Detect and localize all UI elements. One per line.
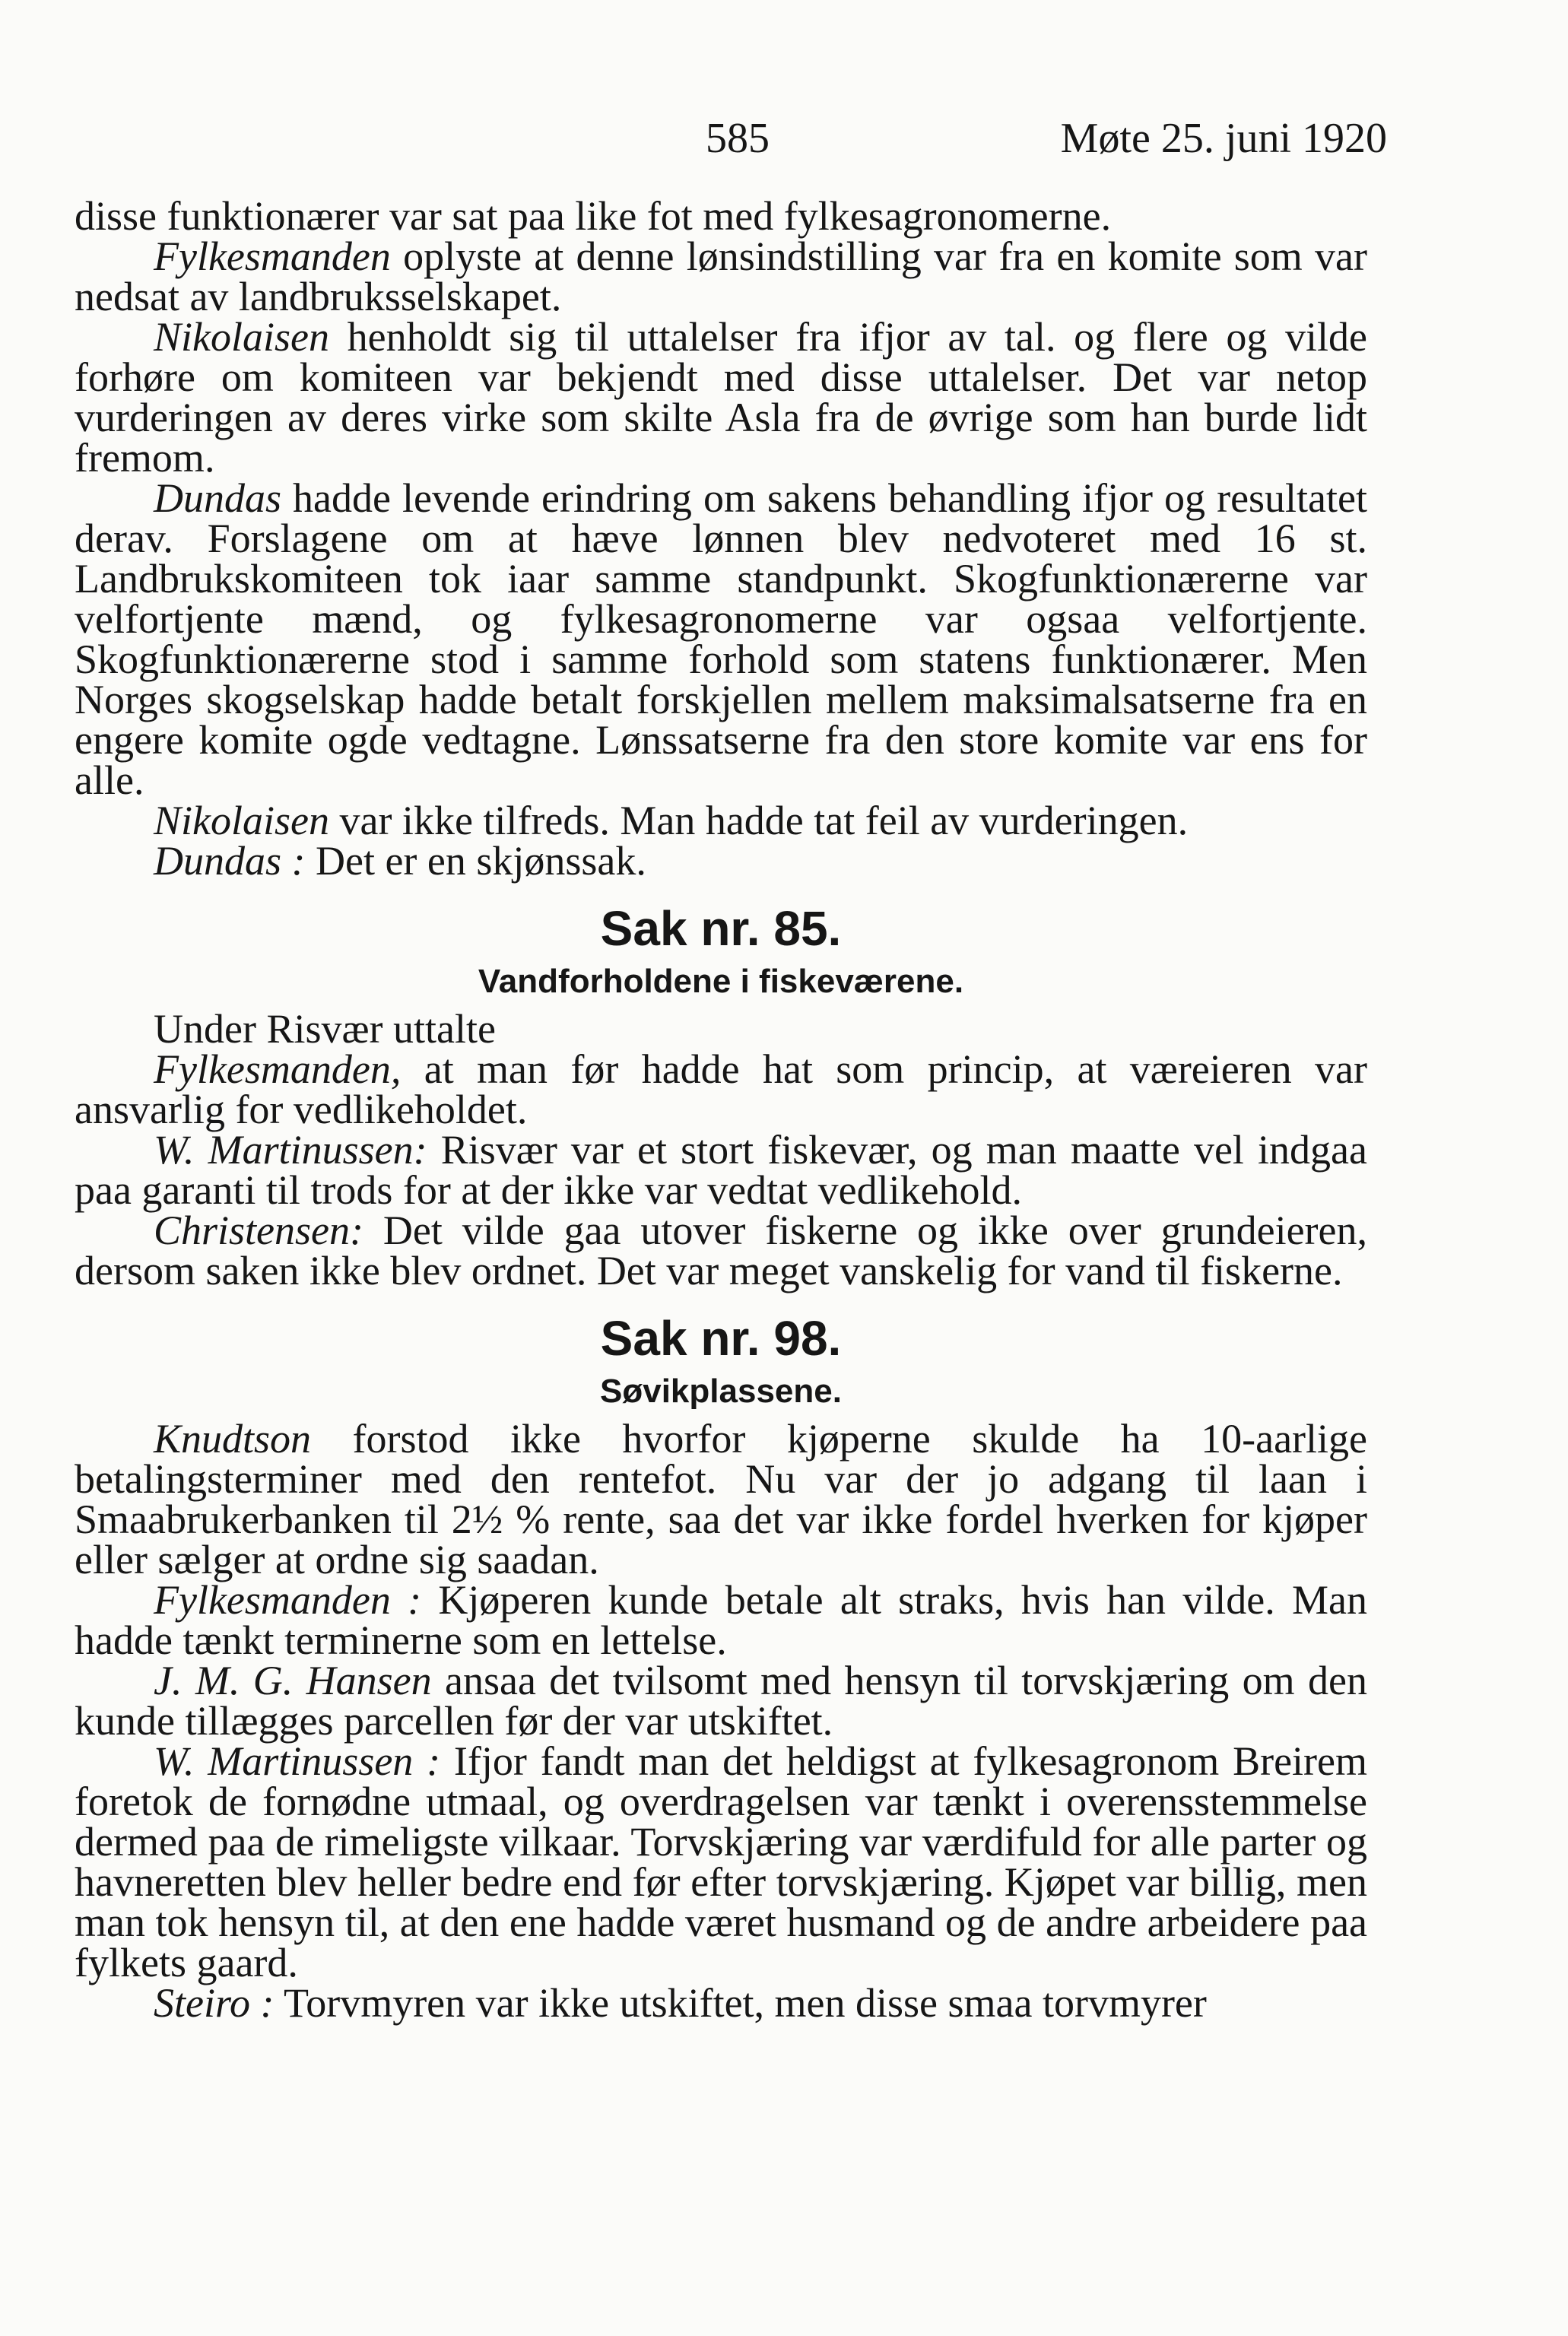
section-subtitle: Søvikplassene.	[600, 1373, 842, 1410]
speaker-name: Dundas :	[154, 838, 306, 884]
section-subtitle: Vandforholdene i fiskeværene.	[478, 963, 964, 1000]
paragraph: Fylkesmanden : Kjøperen kunde betale alt straks, hvis han vilde. Man hadde tænkt terminerne som en lettelse.	[75, 1577, 1367, 1663]
speaker-name: W. Martinussen:	[154, 1127, 427, 1173]
paragraph: Nikolaisen var ikke tilfreds. Man hadde tat feil av vurderingen.	[154, 798, 1189, 843]
paragraph: Steiro : Torvmyren var ikke utskiftet, men disse smaa torvmyrer	[154, 1980, 1207, 2026]
paragraph: disse funktionærer var sat paa like fot med fylkesagronomerne.	[75, 193, 1112, 239]
paragraph: Dundas : Det er en skjønssak.	[154, 838, 646, 884]
paragraph: J. M. G. Hansen ansaa det tvilsomt med hensyn til torvskjæring om den kunde tillægges parcellen før der var utskiftet.	[75, 1658, 1367, 1744]
paragraph: Nikolaisen henholdt sig til uttalelser fra ifjor av tal. og flere og vilde forhøre om komiteen var bekjendt med disse uttalelser. Det var netop vurderingen av deres virke som skilte Asla fra de øvrige som han burde lidt fremom.	[75, 314, 1367, 481]
speaker-name: Fylkesmanden :	[154, 1577, 422, 1623]
speaker-name: Christensen:	[154, 1208, 363, 1253]
speaker-name: J. M. G. Hansen	[154, 1658, 432, 1703]
paragraph: Dundas hadde levende erindring om sakens behandling ifjor og resultatet derav. Forslagene om at hæve lønnen blev nedvoteret med 16 st. Landbrukskomiteen tok iaar samme standpunkt. Skogfunktionærerne var velfortjente mænd, og fylkesagronomerne var ogsaa velfortjente. Skogfunktionærerne stod i samme forhold som statens funktionærer. Men Norges skogselskap hadde betalt forskjellen mellem maksimalsatserne fra en engere komite ogde vedtagne. Lønssatserne fra den store komite var ens for alle.	[75, 475, 1367, 803]
speaker-name: Dundas	[154, 475, 282, 521]
speaker-name: Nikolaisen	[154, 314, 329, 360]
page-body	[75, 193, 1367, 2026]
paragraph: Fylkesmanden, at man før hadde hat som princip, at væreieren var ansvarlig for vedlikeholdet.	[75, 1046, 1367, 1132]
page-header	[0, 114, 1568, 167]
paragraph: W. Martinussen: Risvær var et stort fiskevær, og man maatte vel indgaa paa garanti til trods for at der ikke var vedtat vedlikehold.	[75, 1127, 1367, 1213]
paragraph: Under Risvær uttalte	[154, 1006, 496, 1052]
section-title: Sak nr. 85.	[600, 901, 842, 956]
paragraph: W. Martinussen : Ifjor fandt man det heldigst at fylkesagronom Breirem foretok de fornødne utmaal, og overdragelsen var tænkt i overensstemmelse dermed paa de rimeligste vilkaar. Torvskjæring var værdifuld for alle parter og havneretten blev heller bedre end før efter torvskjæring. Kjøpet var billig, men man tok hensyn til, at den ene hadde været husmand og de andre arbeidere paa fylkets gaard.	[75, 1738, 1367, 1985]
paragraph: Christensen: Det vilde gaa utover fiskerne og ikke over grundeieren, dersom saken ikke blev ordnet. Det var meget vanskelig for vand til fiskerne.	[75, 1208, 1367, 1293]
speaker-name: W. Martinussen :	[154, 1738, 441, 1784]
speaker-name: Steiro :	[154, 1980, 275, 2026]
speaker-name: Fylkesmanden	[154, 233, 391, 279]
speaker-name: Knudtson	[154, 1416, 312, 1462]
paragraph: Knudtson forstod ikke hvorfor kjøperne skulde ha 10-aarlige betalingsterminer med den rentefot. Nu var der jo adgang til laan i Smaabrukerbanken til 2½ % rente, saa det var ikke fordel hverken for kjøper eller sælger at ordne sig saadan.	[75, 1416, 1367, 1582]
speaker-name: Fylkesmanden,	[154, 1046, 402, 1092]
speaker-name: Nikolaisen	[154, 798, 329, 843]
page-number: 585	[706, 115, 770, 162]
section-title: Sak nr. 98.	[600, 1311, 842, 1366]
meeting-date: Møte 25. juni 1920	[1060, 115, 1387, 162]
paragraph: Fylkesmanden oplyste at denne lønsindstilling var fra en komite som var nedsat av landbruksselskapet.	[75, 233, 1367, 319]
